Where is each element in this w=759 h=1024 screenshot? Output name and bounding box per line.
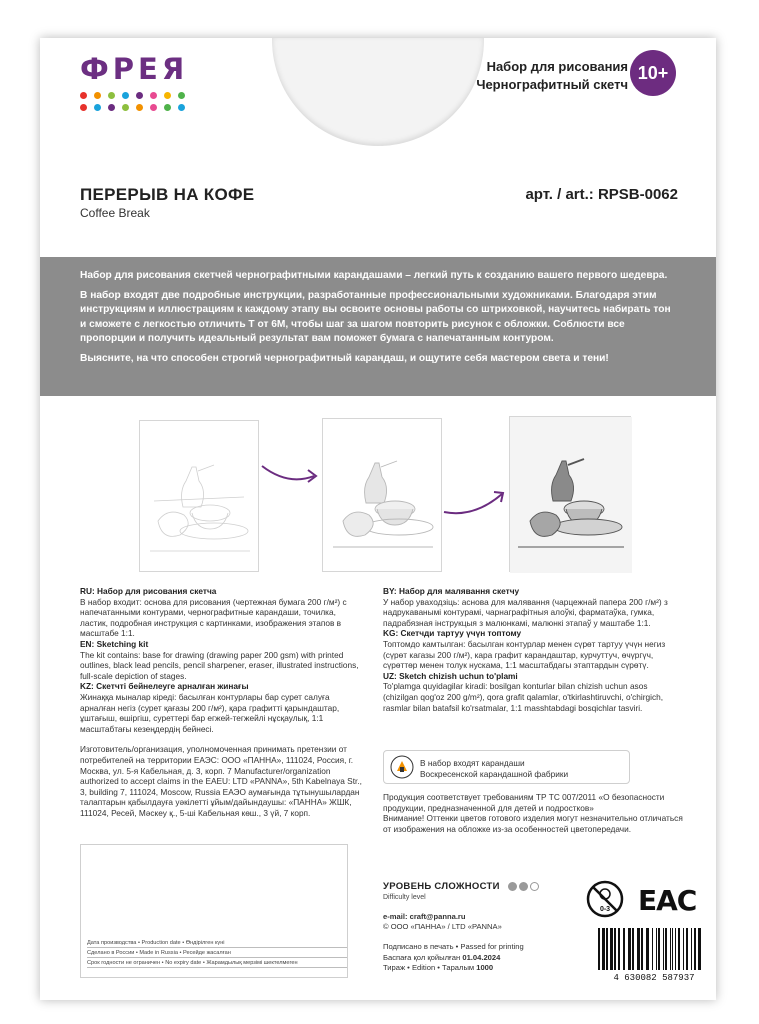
barcode-bar [628,928,631,970]
ru-heading: RU: Набор для рисования скетча [80,586,217,596]
logo-dot [178,104,185,111]
print-info [383,942,524,974]
package-back [40,38,716,1000]
logo-dot [108,92,115,99]
factory-logo-icon [390,755,414,779]
barcode-bar [658,928,660,970]
barcode-bar [683,928,684,970]
difficulty-dot [530,882,539,891]
production-date-label: Дата производства • Production date • Өндірілген күні [87,938,347,948]
logo-dot [80,92,87,99]
en-text: The kit contains: base for drawing (drawing paper 200 gsm) with printed outlines, black lead pencils, pencil sharpener, eraser, illustrated instructions, full-scale depiction of stages. [80,649,359,681]
expiry-label: Срок годности не ограничен • No expiry date • Жарамдылық мерзімі шектелмеген [87,958,347,968]
barcode-digits: 4 630082 587937 [613,973,695,982]
conformity-block [383,792,683,834]
difficulty-dot [508,882,517,891]
difficulty-sub: Difficulty level [383,894,426,901]
band-p1: Набор для рисования скетчей чернографитными карандашами – легкий путь к созданию вашего первого шедевра. [80,270,668,281]
barcode-bar [618,928,620,970]
attention-text: Внимание! Оттенки цветов готового изделия могут незначительно отличаться от изображения на обложке из-за особенностей цветопередачи. [383,813,683,834]
barcode-bar [614,928,616,970]
barcode-bar [623,928,625,970]
logo-dot [164,104,171,111]
kg-text: Топтомдо камтылган: басылган контурлар менен сүрөт тартуу үчүн негиз (сүрөт кагазы 200 г/м²), кара графит карандаштар, курчуттуч, өчүргүч, сүрөттөр менен толук нускама, 1:1 масштабдагы этаптардын сүрөтү. [383,638,666,671]
logo-dot [122,104,129,111]
print-date-label: Баспаға қол қойылған [383,952,463,962]
logo-dot [136,104,143,111]
hang-hole [272,38,484,146]
barcode-bar [606,928,608,970]
signed-label: Подписано в печать • Passed for printing [383,942,524,951]
logo-dot [94,104,101,111]
age-warning-icon [586,880,624,918]
band-p2: В набор входят две подробные инструкции, разработанные профессиональными художниками. Благодаря этим инструкциям и иллюстрациям к каждому этапу вы освоите основы работы со штриховкой, научитесь набирать тон и сможете с легкостью отличить Т от 6М, чтобы шаг за шагом повторить рисунок с обложки. Соблюсти все пропорции и получить идеальный результат вам поможет бумага с напечатанным контуром. [80,289,671,344]
barcode-bar [610,928,613,970]
logo-dot [80,104,87,111]
difficulty-dot [519,882,528,891]
barcode [590,926,716,982]
logo-text: ФРЕЯ [80,52,189,86]
difficulty-label: УРОВЕНЬ СЛОЖНОСТИ [383,881,500,892]
stage-3-sketch [509,416,631,572]
barcode-bar [602,928,605,970]
uz-heading: UZ: Sketch chizish uchun to'plami [383,670,518,681]
logo-dot [136,92,143,99]
stage-1-sketch [139,420,259,572]
by-heading: BY: Набор для малявання скетчу [383,586,520,596]
barcode-bar [694,928,696,970]
badge-text [420,758,568,779]
kz-text: Жинаққа мыналар кіреді: басылған контурлары бар сурет салуға арналған негіз (сурет қағазы 200 г/м²), қара графитті қарындаштар, ұштағыш, өшіргіш, суреттері бар егжей-тегжейлі нұсқаулық, 1:1 масштабтағы кезеңдердің бейнесі. [80,691,340,734]
kz-heading: KZ: Скетчті бейнелеуге арналған жинағы [80,681,249,692]
kit-line-1: Набор для рисования [486,59,628,74]
age-badge: 10+ [630,50,676,96]
manufacturer-text: Изготовитель/организация, уполномоченная принимать претензии от потребителей на территории ЕАЭС: ООО «ПАННА», 111024, Россия, г. Москва, ул. 5-я Кабельная, д. 3, корп. 7 Manufacturer/organization authorized to accept claims in the EAEU: LTD «PANNA», 5th Kabelnaya Str., 3, building 7, 111024, Moscow, Russia ЕАЭО аумағында тұтынушылардан талаптарын қабылдауға уәкілетті ұйым/дайындаушы: «ПАННА» ЖШК, 111024, Ресей, Мәскеу қ., 5-ші Кабельная көш., 3 үй, 7 корп. [80,744,362,818]
barcode-bar [665,928,667,970]
barcode-bar [632,928,634,970]
uz-text: To'plamga quyidagilar kiradi: bosilgan konturlar bilan chizish uchun asos (chizilgan qog'oz 200 g/m²), qora grafit qalamlar, o'tkirlashtiruvchi, o'chirgich, rasmlar bilan batafsil ko'rsatmalar, 1:1 masshtabdagi bosqichlar tasviri. [383,681,664,713]
pencil-factory-badge [383,750,630,784]
barcode-bar [670,928,671,970]
barcode-bar [656,928,657,970]
barcode-bar [663,928,664,970]
barcode-bar [678,928,680,970]
print-date: 01.04.2024 [462,952,501,962]
left-text-column [80,586,362,818]
difficulty-level [383,881,500,901]
edition-value: 1000 [476,963,494,973]
article-number: арт. / art.: RPSB-0062 [525,186,678,203]
brand-logo [80,52,200,111]
logo-dot [108,104,115,111]
logo-dot [150,92,157,99]
arrow-right-icon [258,458,322,488]
barcode-bar [686,928,688,970]
product-title: ПЕРЕРЫВ НА КОФЕ [80,185,255,204]
conformity-text: Продукция соответствует требованиям ТР ТС 007/2011 «О безопасности продукции, предназначенной для детей и подростков» [383,792,665,813]
product-subtitle: Coffee Break [80,206,150,220]
en-heading: EN: Sketching kit [80,638,149,649]
ru-text: В набор входит: основа для рисования (чертежная бумага 200 г/м²) с напечатанными контурами, чернографитные карандаши, точилка, ластик, подробная инструкция с картинками, изображения этапов в масштабе 1:1. [80,596,347,639]
logo-dot [178,92,185,99]
barcode-bar [637,928,640,970]
right-text-column [383,586,683,713]
logo-dots [80,92,200,111]
logo-dot [122,92,129,99]
edition-label: Тираж • Edition • Таралым [383,963,477,973]
kit-line-2: Чернографитный скетч [476,77,628,92]
description-band [40,257,716,396]
barcode-bar [641,928,643,970]
logo-dot [150,104,157,111]
warning-age-text: 0-3 [599,906,611,913]
barcode-bar [675,928,676,970]
copyright: © ООО «ПАННА» / LTD «PANNA» [383,922,502,931]
contacts [383,912,502,932]
badge-line-1: В набор входят карандаши [420,758,525,768]
made-in-label: Сделано в России • Made in Russia • Ресейде жасалған [87,948,347,958]
barcode-bar [691,928,692,970]
kg-heading: KG: Скетчди тартуу үчүн топтому [383,628,522,639]
barcode-bar [698,928,701,970]
band-p3: Выясните, на что способен строгий чернографитный карандаш, и ощутите себя мастером света и тени! [80,352,609,364]
arrow-right-icon [440,484,510,518]
barcode-bar [646,928,649,970]
barcode-bar [598,928,600,970]
difficulty-dots [508,882,539,891]
email-value: craft@panna.ru [409,912,466,921]
barcode-bar [672,928,673,970]
badge-line-2: Воскресенской карандашной фабрики [420,768,569,779]
logo-dot [164,92,171,99]
date-lines [87,938,347,968]
barcode-bar [652,928,653,970]
eac-mark: ЕАС [638,884,697,917]
by-text: У набор уваходзіць: аснова для малявання (чарцежнай папера 200 г/м²) з надрукаванымі контурамі, чарнаграфітныя алоўкі, фарматаўка, гумка, падрабязная інструкцыя з малюнкамі, малюнкі этапаў у маштабе 1:1. [383,596,668,628]
logo-dot [94,92,101,99]
email-label: e-mail: [383,912,410,921]
kit-type [476,58,628,94]
stage-2-sketch [322,418,442,572]
